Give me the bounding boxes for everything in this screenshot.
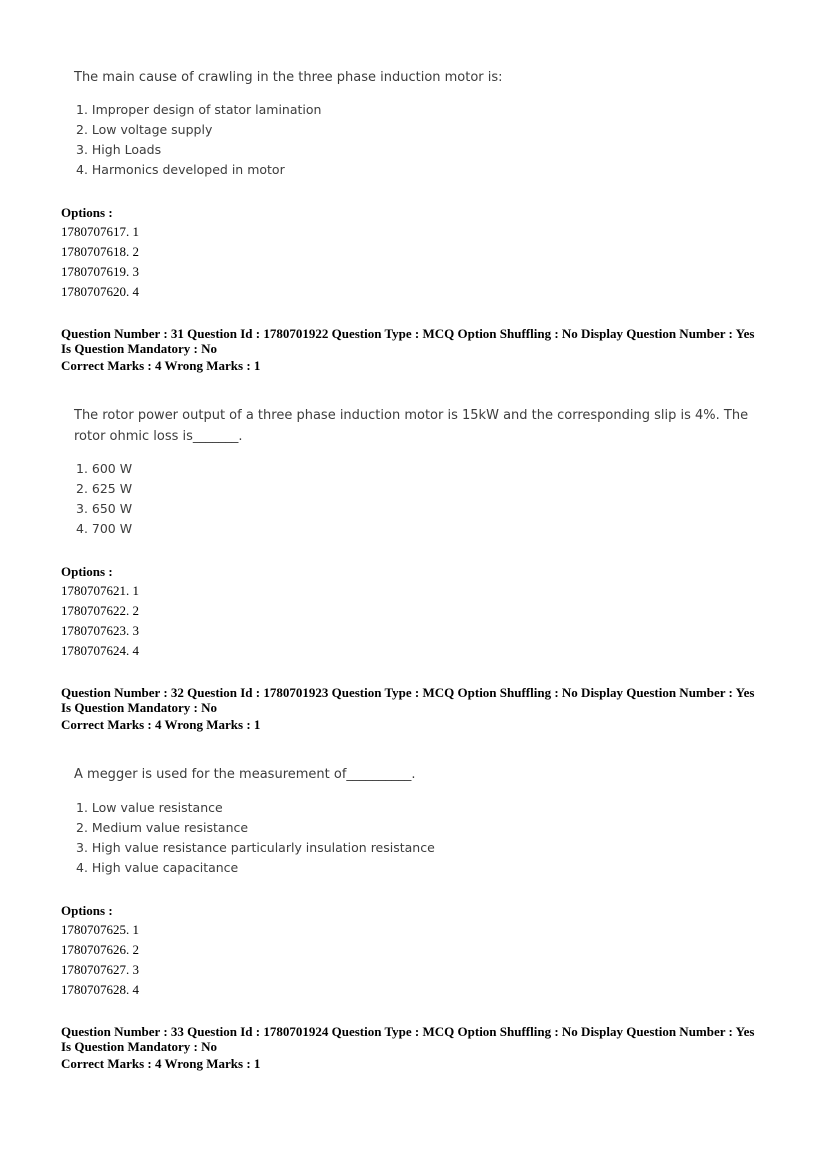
option-id-row: 1780707625. 1: [61, 922, 139, 937]
choice-item: 1. Improper design of stator lamination: [76, 102, 322, 117]
choice-item: 2. 625 W: [76, 481, 133, 496]
options-label: Options :: [61, 205, 113, 220]
question-32-choices: [76, 798, 435, 878]
choice-item: 4. Harmonics developed in motor: [76, 162, 285, 177]
question-meta-line: Question Number : 33 Question Id : 1780701924 Question Type : MCQ Option Shuffling : No Display Question Number : Yes: [61, 1024, 755, 1039]
question-30-choices: [76, 100, 321, 180]
option-id-row: 1780707621. 1: [61, 583, 139, 598]
choice-item: 3. 650 W: [76, 501, 133, 516]
choice-item: 2. Low voltage supply: [76, 122, 213, 137]
question-30-options: [61, 203, 139, 302]
question-32-meta: [61, 685, 781, 733]
question-31-meta: [61, 326, 781, 374]
question-31-choices: [76, 459, 132, 539]
option-id-row: 1780707620. 4: [61, 284, 139, 299]
options-label: Options :: [61, 903, 113, 918]
option-id-row: 1780707627. 3: [61, 962, 139, 977]
choice-item: 1. Low value resistance: [76, 800, 223, 815]
choice-item: 3. High value resistance particularly insulation resistance: [76, 840, 435, 855]
question-marks-line: Correct Marks : 4 Wrong Marks : 1: [61, 358, 261, 373]
option-id-row: 1780707624. 4: [61, 643, 139, 658]
option-id-row: 1780707617. 1: [61, 224, 139, 239]
question-marks-line: Correct Marks : 4 Wrong Marks : 1: [61, 1056, 261, 1071]
choice-item: 2. Medium value resistance: [76, 820, 249, 835]
option-id-row: 1780707618. 2: [61, 244, 139, 259]
question-31-text: The rotor power output of a three phase induction motor is 15kW and the corresponding slip is 4%. The rotor ohmic loss is_______.: [74, 408, 749, 444]
choice-item: 4. 700 W: [76, 521, 133, 536]
question-meta-line: Question Number : 32 Question Id : 1780701923 Question Type : MCQ Option Shuffling : No Display Question Number : Yes: [61, 685, 755, 700]
question-32-text: A megger is used for the measurement of__________.: [74, 767, 416, 782]
option-id-row: 1780707622. 2: [61, 603, 139, 618]
question-mandatory-line: Is Question Mandatory : No: [61, 341, 218, 356]
choice-item: 3. High Loads: [76, 142, 162, 157]
question-33-meta: [61, 1024, 781, 1072]
question-31-options: [61, 562, 139, 661]
question-meta-line: Question Number : 31 Question Id : 1780701922 Question Type : MCQ Option Shuffling : No Display Question Number : Yes: [61, 326, 755, 341]
option-id-row: 1780707626. 2: [61, 942, 139, 957]
question-30-text: The main cause of crawling in the three phase induction motor is:: [74, 70, 503, 85]
question-32-options: [61, 901, 139, 1000]
question-mandatory-line: Is Question Mandatory : No: [61, 700, 218, 715]
option-id-row: 1780707623. 3: [61, 623, 139, 638]
option-id-row: 1780707619. 3: [61, 264, 139, 279]
question-marks-line: Correct Marks : 4 Wrong Marks : 1: [61, 717, 261, 732]
choice-item: 1. 600 W: [76, 461, 133, 476]
choice-item: 4. High value capacitance: [76, 860, 239, 875]
options-label: Options :: [61, 564, 113, 579]
option-id-row: 1780707628. 4: [61, 982, 139, 997]
question-mandatory-line: Is Question Mandatory : No: [61, 1039, 218, 1054]
